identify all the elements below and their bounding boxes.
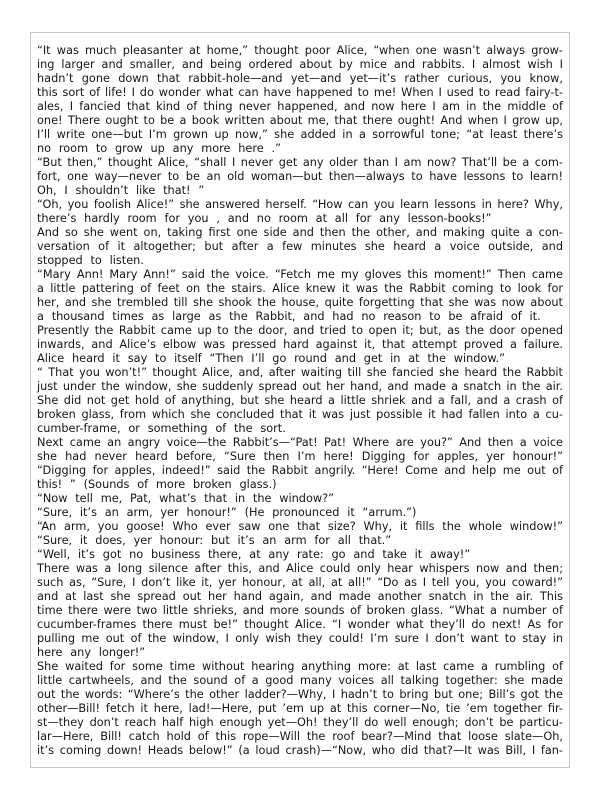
text-line: “ That you won’t!” thought Alice, and, after waiting till she fancied she heard the Rabbit [37,366,563,379]
text-line: “Sure, it’s an arm, yer honour!” (He pronounced it “arrum.”) [37,506,417,519]
paragraph [37,464,563,492]
text-line: she had never heard before, “Sure then I’m here! Digging for apples, yer honour!” [37,450,563,463]
text-line: there’s hardly room for you , and no room at all for any lesson-books!” [37,212,492,225]
text-line: Oh, I shouldn’t like that! ” [37,184,205,197]
paragraph [37,226,563,268]
page-text [37,44,563,758]
text-line: versation of it altogether; but after a few minutes she heard a voice outside, and [37,240,563,253]
paragraph [37,660,563,758]
text-line: pulling me out of the window, I only wish they could! I’m sure I don’t want to stay in [37,632,563,645]
text-line: “Oh, you foolish Alice!” she answered herself. “How can you learn lessons in here? Why, [37,198,563,211]
paragraph [37,506,563,520]
text-line: And so she went on, taking first one side and then the other, and making quite a con- [37,226,563,239]
text-line: She waited for some time without hearing anything more: at last came a rumbling of [37,660,563,673]
text-line: “Well, it’s got no business there, at any rate: go and take it away!” [37,548,471,561]
text-line: “Digging for apples, indeed!” said the Rabbit angrily. “Here! Come and help me out of [37,464,563,477]
text-line: “Mary Ann! Mary Ann!” said the voice. “Fetch me my gloves this moment!” Then came [37,268,563,281]
paragraph [37,534,563,548]
text-line: lar—Here, Bill! catch hold of this rope—Will the roof bear?—Mind that loose slate—Oh, [37,730,563,743]
text-line: little cartwheels, and the sound of a good many voices all talking together: she made [37,674,563,687]
text-line: “Sure, it does, yer honour: but it’s an arm for all that.” [37,534,392,547]
text-line: no room to grow up any more here .” [37,142,281,155]
text-line: broken glass, from which she concluded that it was just possible it had fallen into a cu- [37,408,563,421]
paragraph [37,198,563,226]
paragraph [37,44,563,156]
text-line: and at last she spread out her hand again, and made another snatch in the air. This [37,590,563,603]
paragraph [37,562,563,660]
paragraph [37,492,563,506]
text-line: inwards, and Alice’s elbow was pressed hard against it, that attempt proved a failure. [37,338,563,351]
text-line: She did not get hold of anything, but she heard a little shriek and a fall, and a crash of [37,394,563,407]
text-line: a thousand times as large as the Rabbit, and had no reason to be afraid of it. [37,310,541,323]
text-line: such as, “Sure, I don’t like it, yer honour, at all, at all!” “Do as I tell you, you coward!” [37,576,563,589]
text-line: “But then,” thought Alice, “shall I never get any older than I am now? That’ll be a com- [37,156,563,169]
text-line: “An arm, you goose! Who ever saw one that size? Why, it fills the whole window!” [37,520,563,533]
text-line: ales, I fancied that kind of thing never happened, and now here I am in the middle of [37,100,563,113]
text-line: “It was much pleasanter at home,” thought poor Alice, “when one wasn’t always grow- [37,44,563,57]
text-line: ing larger and smaller, and being ordered about by mice and rabbits. I almost wish I [37,58,563,71]
text-line: this! ” (Sounds of more broken glass.) [37,478,277,491]
text-line: I’ll write one—but I’m grown up now,” she added in a sorrowful tone; “at least there’s [37,128,563,141]
text-line: one! There ought to be a book written about me, that there ought! And when I grow up, [37,114,563,127]
text-line: time there were two little shrieks, and more sounds of broken glass. “What a number of [37,604,563,617]
paragraph [37,268,563,324]
text-line: st—they don’t reach half high enough yet—Oh! they’ll do well enough; don’t be particu- [37,716,563,729]
text-line: out the words: “Where’s the other ladder?—Why, I hadn’t to bring but one; Bill’s got the [37,688,563,701]
text-line: Alice heard it say to itself “Then I’ll go round and get in at the window.” [37,352,505,365]
text-line: her, and she trembled till she shook the house, quite forgetting that she was now about [37,296,563,309]
paragraph [37,436,563,464]
text-line: this sort of life! I do wonder what can have happened to me! When I used to read fairy-t- [37,86,563,99]
paragraph [37,156,563,198]
paragraph [37,548,563,562]
text-line: There was a long silence after this, and Alice could only hear whispers now and then; [37,562,563,575]
text-line: “Now tell me, Pat, what’s that in the window?” [37,492,334,505]
paragraph [37,324,563,366]
text-line: Next came an angry voice—the Rabbit’s—“Pat! Pat! Where are you?” And then a voice [37,436,563,449]
paragraph [37,520,563,534]
text-line: a little pattering of feet on the stairs. Alice knew it was the Rabbit coming to look for [37,282,563,295]
text-line: fort, one way—never to be an old woman—but then—always to have lessons to learn! [37,170,563,183]
text-line: other—Bill! fetch it here, lad!—Here, put ’em up at this corner—No, tie ’em together fir- [37,702,563,715]
text-line: it’s coming down! Heads below!” (a loud crash)—“Now, who did that?—It was Bill, I fan- [37,744,563,757]
text-line: cumber-frame, or something of the sort. [37,422,286,435]
paragraph [37,366,563,436]
text-line: here any longer!” [37,646,146,659]
text-line: stopped to listen. [37,254,144,267]
text-line: hadn’t gone down that rabbit-hole—and yet—and yet—it’s rather curious, you know, [37,72,563,85]
text-line: Presently the Rabbit came up to the door, and tried to open it; but, as the door opened [37,324,563,337]
book-page [30,32,570,768]
text-line: cucumber-frames there must be!” thought Alice. “I wonder what they’ll do next! As for [37,618,563,631]
text-line: just under the window, she suddenly spread out her hand, and made a snatch in the air. [37,380,563,393]
